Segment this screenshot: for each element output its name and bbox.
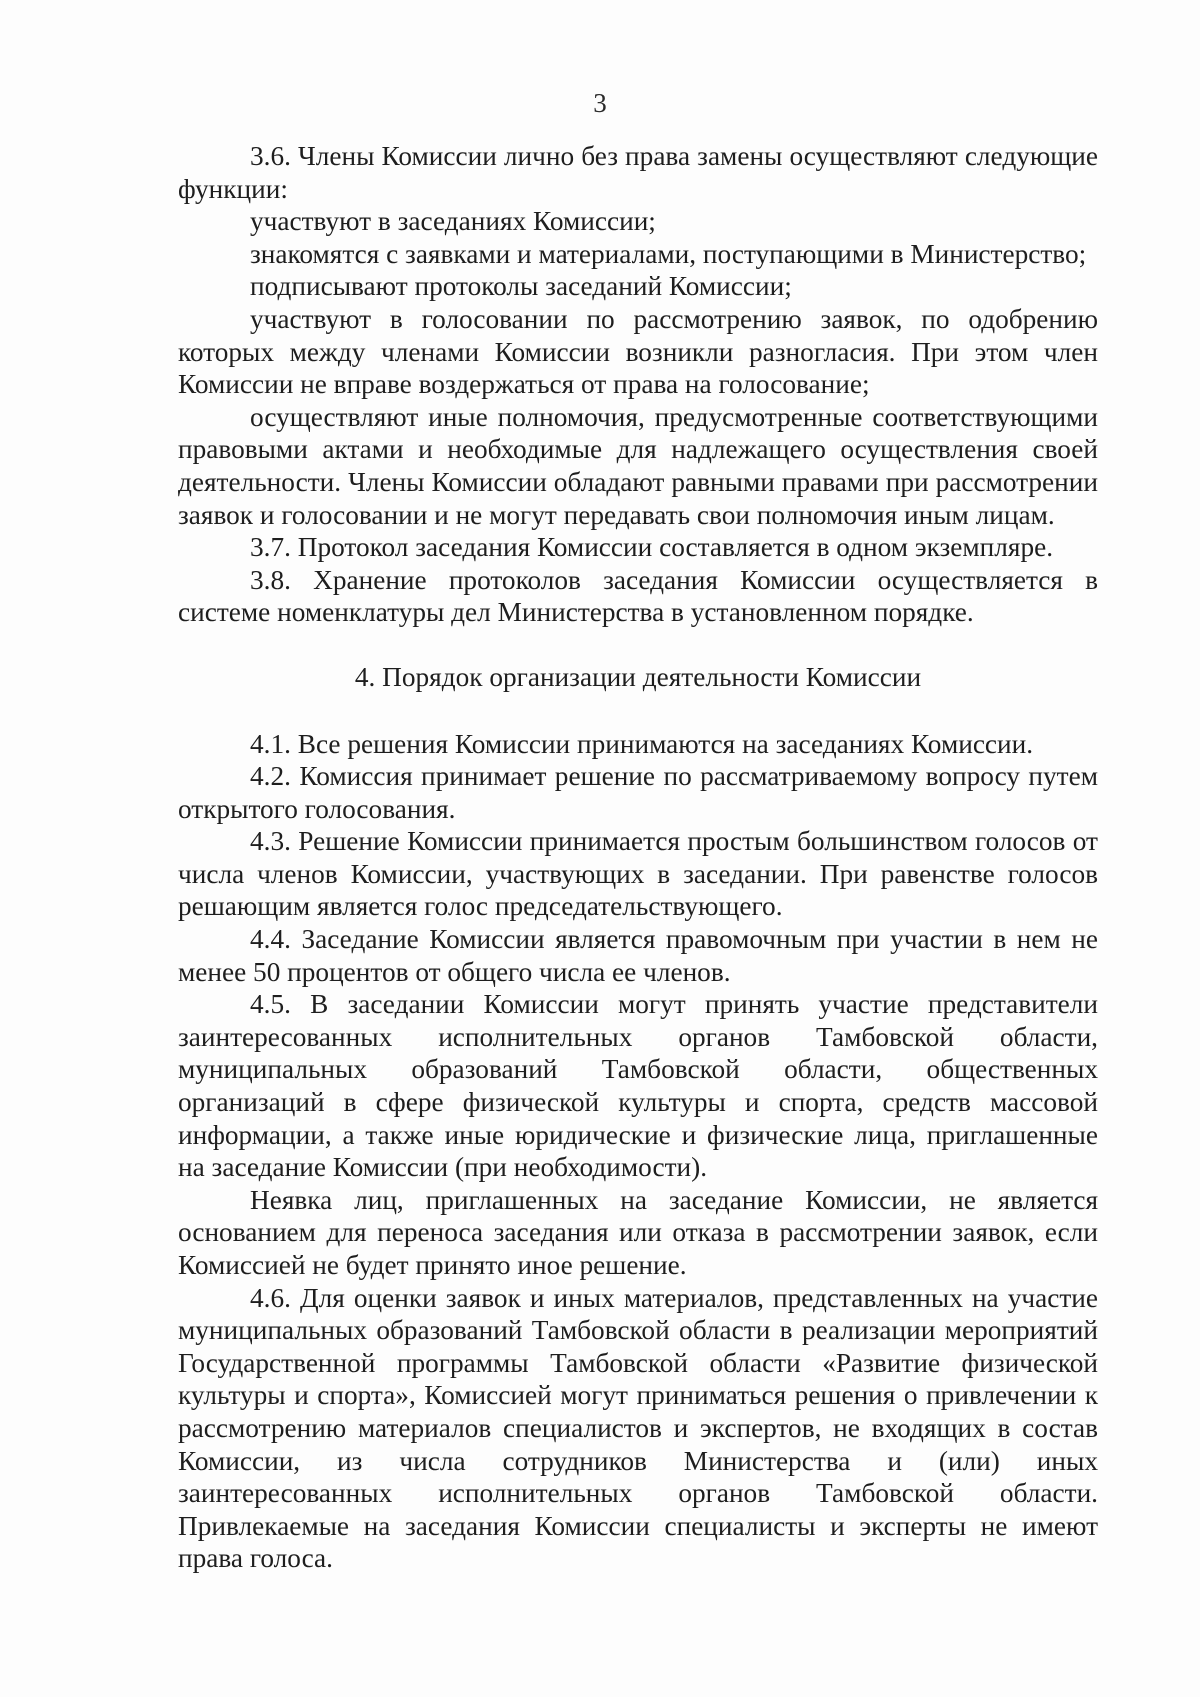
paragraph-4-6: 4.6. Для оценки заявок и иных материалов, представленных на участие муниципальных образований Тамбовской области в реализации мероприятий Государственной программы Тамбовской области «Развитие физической культуры и спорта», Комиссией могут приниматься решения о привлечении к рассмотрению материалов специалистов и экспертов, не входящих в состав Комиссии, из числа сотрудников Министерства и (или) иных заинтересованных исполнительных органов Тамбовской области. Привлекаемые на заседания Комиссии специалисты и эксперты не имеют права голоса. (178, 1282, 1098, 1574)
section-heading: 4. Порядок организации деятельности Комиссии (354, 661, 922, 692)
list-item-other-powers: осуществляют иные полномочия, предусмотренные соответствующими правовыми актами и необходимые для надлежащего осуществления своей деятельности. Члены Комиссии обладают равными правами при рассмотрении заявок и голосовании и не могут передавать свои полномочия иным лицам. (178, 401, 1098, 530)
paragraph-4-4: 4.4. Заседание Комиссии является правомочным при участии в нем не менее 50 процентов от общего числа ее членов. (178, 924, 1098, 987)
paragraph-3-8: 3.8. Хранение протоколов заседания Комиссии осуществляется в системе номенклатуры дел Министерства в установленном порядке. (178, 564, 1098, 628)
list-item-sign-protocols: подписывают протоколы заседаний Комиссии; (250, 271, 792, 302)
list-item-vote: участвуют в голосовании по рассмотрению заявок, по одобрению которых между членами Комиссии возникли разногласия. При этом член Комиссии не вправе воздержаться от права на голосование; (178, 303, 1098, 400)
paragraph-4-5-absence: Неявка лиц, приглашенных на заседание Комиссии, не является основанием для переноса заседания или отказа в рассмотрении заявок, если Комиссией не будет принято иное решение. (178, 1184, 1098, 1280)
paragraph-3-7: 3.7. Протокол заседания Комиссии составляется в одном экземпляре. (250, 532, 1054, 563)
paragraph-4-5: 4.5. В заседании Комиссии могут принять участие представители заинтересованных исполнительных органов Тамбовской области, муниципальных образований Тамбовской области, общественных организаций в сфере физической культуры и спорта, средств массовой информации, а также иные юридические и физические лица, приглашенные на заседание Комиссии (при необходимости). (178, 989, 1098, 1183)
page-number: 3 (593, 88, 607, 118)
paragraph-4-1: 4.1. Все решения Комиссии принимаются на заседаниях Комиссии. (250, 728, 1034, 759)
list-item-review-applications: знакомятся с заявками и материалами, поступающими в Министерство; (250, 238, 1087, 269)
document-body (178, 140, 1098, 1575)
paragraph-3-6: 3.6. Члены Комиссии лично без права замены осуществляют следующие функции: (178, 141, 1098, 204)
list-item-participate: участвуют в заседаниях Комиссии; (250, 206, 656, 237)
paragraph-4-3: 4.3. Решение Комиссии принимается простым большинством голосов от числа членов Комиссии, участвующих в заседании. При равенстве голосов решающим является голос председательствующего. (178, 826, 1098, 922)
paragraph-4-2: 4.2. Комиссия принимает решение по рассматриваемому вопросу путем открытого голосования. (178, 761, 1098, 824)
